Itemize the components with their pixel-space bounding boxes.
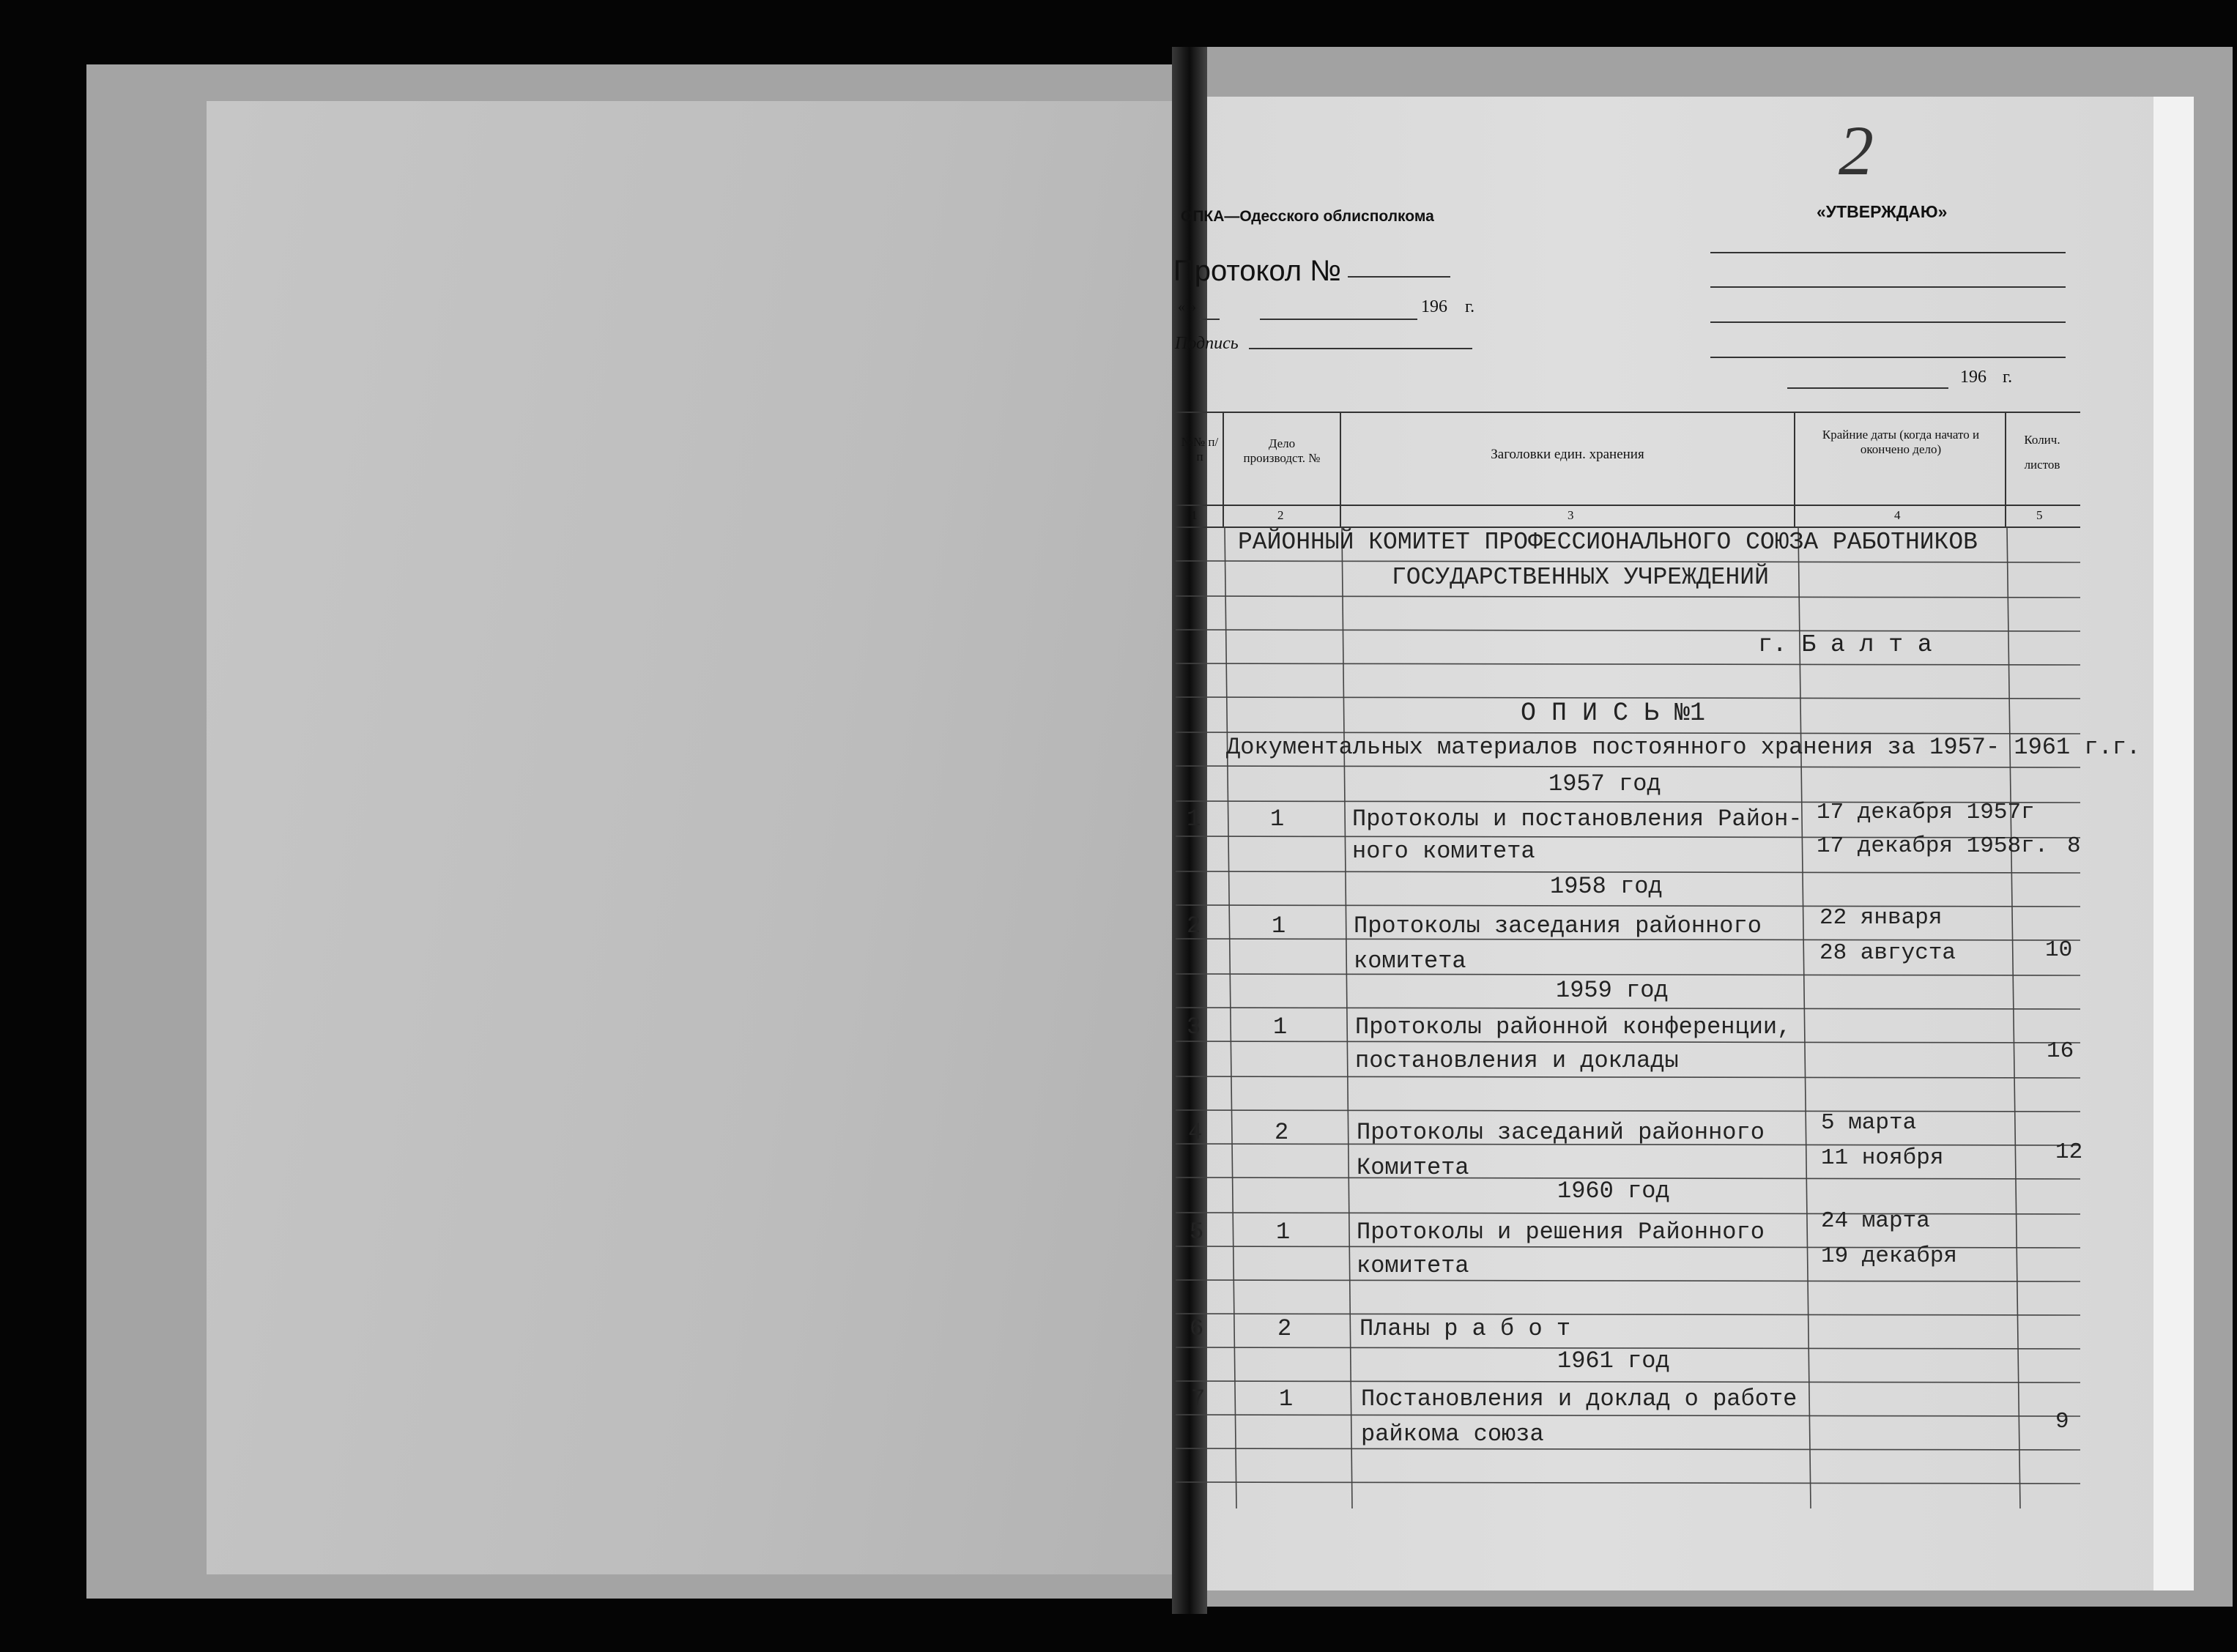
row-2-title-line2: комитета <box>1354 948 1466 975</box>
row-4-sheets: 12 <box>2055 1139 2083 1165</box>
row-4-title-line2: Комитета <box>1357 1154 1469 1181</box>
row-6-title-line1: Планы р а б о т <box>1359 1315 1571 1342</box>
col-header-4: Крайние даты (когда начато и окончено дело) <box>1822 428 1980 456</box>
org-name-line2: ГОСУДАРСТВЕННЫХ УЧРЕЖДЕНИЙ <box>1392 564 1769 591</box>
row-3-title-line2: постановления и доклады <box>1355 1047 1679 1074</box>
row-7-case: 1 <box>1279 1385 1294 1413</box>
inventory-title: О П И С Ь №1 <box>1521 699 1706 728</box>
row-4-number: 4 <box>1188 1119 1203 1146</box>
col-num-3: 3 <box>1568 508 1574 522</box>
row-3-title-line1: Протоколы районной конференции, <box>1355 1013 1792 1041</box>
row-2-case: 1 <box>1272 912 1286 940</box>
approve-stamp: «УТВЕРЖДАЮ» <box>1817 202 1948 221</box>
col-num-5: 5 <box>2036 508 2043 522</box>
year-1957: 1957 год <box>1548 770 1661 797</box>
row-1-number: 1 <box>1187 805 1201 833</box>
row-4-title-line1: Протоколы заседаний районного <box>1357 1119 1765 1146</box>
row-3-sheets: 16 <box>2047 1038 2074 1064</box>
row-2-date-start: 22 января <box>1819 905 1943 931</box>
col-header-3: Заголовки един. хранения <box>1491 447 1644 462</box>
signature-label: Подпись <box>1175 334 1239 353</box>
row-1-date-end: 17 декабря 1958г. <box>1817 833 2049 859</box>
row-1-date-start: 17 декабря 1957г <box>1817 800 2035 825</box>
row-7-title-line2: райкома союза <box>1361 1421 1544 1448</box>
row-3-number: 3 <box>1187 1013 1201 1041</box>
row-7-number: 7 <box>1191 1385 1206 1413</box>
row-6-case: 2 <box>1277 1315 1292 1342</box>
row-6-number: 6 <box>1190 1315 1204 1342</box>
col-num-4: 4 <box>1894 508 1901 522</box>
inventory-subtitle: Документальных материалов постоянного хранения за 1957- 1961 г.г. <box>1226 734 2141 761</box>
row-5-title-line2: комитета <box>1357 1252 1469 1279</box>
year-1960: 1960 год <box>1557 1177 1670 1205</box>
row-2-date-end: 28 августа <box>1819 940 1956 966</box>
row-2-sheets: 10 <box>2045 937 2073 963</box>
protocol-year: 196 <box>1421 297 1447 316</box>
city: г. Б а л т а <box>1758 631 1932 658</box>
protocol-label: Протокол № <box>1173 255 1342 287</box>
row-2-number: 2 <box>1187 912 1201 940</box>
row-7-sheets: 9 <box>2055 1409 2069 1435</box>
col-header-5: Колич. листов <box>2024 433 2060 472</box>
row-1-title-line1: Протоколы и постановления Район- <box>1352 805 1803 833</box>
approve-year: 196 <box>1960 368 1986 387</box>
row-2-title-line1: Протоколы заседания районного <box>1354 912 1762 940</box>
protocol-year-suffix: г. <box>1465 297 1475 316</box>
row-5-date-start: 24 марта <box>1821 1208 1930 1234</box>
year-1958: 1958 год <box>1550 873 1663 900</box>
col-header-2: Дело производст. № <box>1243 436 1321 465</box>
row-5-date-end: 19 декабря <box>1821 1243 1958 1269</box>
year-1961: 1961 год <box>1557 1347 1670 1374</box>
col-header-1: №№ п/п <box>1181 435 1219 464</box>
row-4-date-end: 11 ноября <box>1821 1145 1944 1171</box>
row-1-title-line2: ного комитета <box>1352 838 1535 865</box>
row-4-case: 2 <box>1275 1119 1289 1146</box>
org-header: ОПКА—Одесского облисполкома <box>1181 208 1434 225</box>
row-5-number: 5 <box>1190 1218 1204 1246</box>
approve-year-suffix: г. <box>2003 368 2013 387</box>
row-5-case: 1 <box>1276 1218 1291 1246</box>
row-3-case: 1 <box>1273 1013 1288 1041</box>
col-num-2: 2 <box>1277 508 1284 522</box>
row-1-sheets: 8 <box>2067 833 2081 859</box>
page-number: 2 <box>1839 111 1874 190</box>
org-name-line1: РАЙОННЫЙ КОМИТЕТ ПРОФЕССИОНАЛЬНОГО СОЮЗА РАБОТНИКОВ <box>1238 529 1978 556</box>
row-4-date-start: 5 марта <box>1821 1110 1917 1136</box>
col-num-1: 1 <box>1191 508 1198 522</box>
row-7-title-line1: Постановления и доклад о работе <box>1361 1385 1798 1413</box>
protocol-date-quote: « » <box>1178 299 1196 315</box>
year-1959: 1959 год <box>1556 977 1669 1004</box>
row-5-title-line1: Протоколы и решения Районного <box>1357 1218 1765 1246</box>
row-1-case: 1 <box>1270 805 1285 833</box>
